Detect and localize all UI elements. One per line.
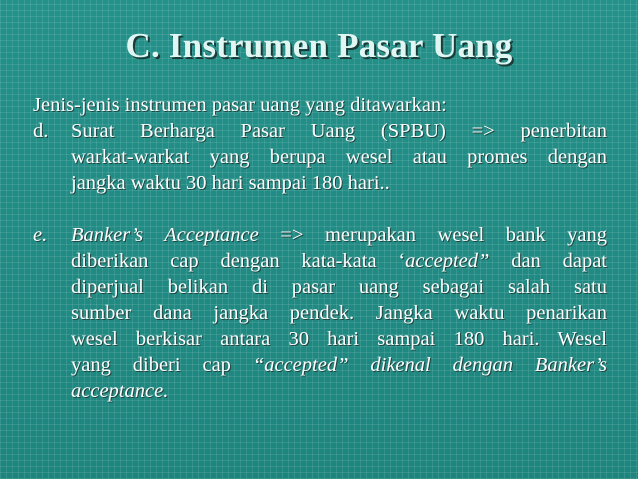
item-d-line-2: warkat-warkat yang berupa wesel atau promes dengan xyxy=(71,146,607,168)
intro-text: Jenis-jenis instrumen pasar uang yang ditawarkan: xyxy=(33,94,447,116)
item-e xyxy=(33,222,607,404)
slide-title: C. Instrumen Pasar Uang xyxy=(125,26,513,65)
item-d-marker: d. xyxy=(33,120,49,142)
item-e-line-7: acceptance. xyxy=(71,380,169,402)
item-e-term: Banker’s Acceptance xyxy=(71,224,259,246)
paragraph-gap xyxy=(33,196,607,222)
item-e-marker: e. xyxy=(33,224,48,246)
item-e-line-6: yang diberi cap “accepted” dikenal dengan Banker’s xyxy=(71,354,607,376)
item-e-line-2: diberikan cap dengan kata-kata ‘accepted” dan dapat xyxy=(71,250,607,272)
item-e-line-1: Banker’s Acceptance => merupakan wesel bank yang xyxy=(71,224,607,246)
item-e-line-5: wesel berkisar antara 30 hari sampai 180 hari. Wesel xyxy=(71,328,607,350)
item-e-line-4: sumber dana jangka pendek. Jangka waktu penarikan xyxy=(71,302,607,324)
item-d xyxy=(33,118,607,196)
slide-body xyxy=(33,92,607,404)
item-e-line-3: diperjual belikan di pasar uang sebagai salah satu xyxy=(71,276,607,298)
item-d-line-1: Surat Berharga Pasar Uang (SPBU) => penerbitan xyxy=(71,120,607,142)
item-d-line-3: jangka waktu 30 hari sampai 180 hari.. xyxy=(71,172,390,194)
